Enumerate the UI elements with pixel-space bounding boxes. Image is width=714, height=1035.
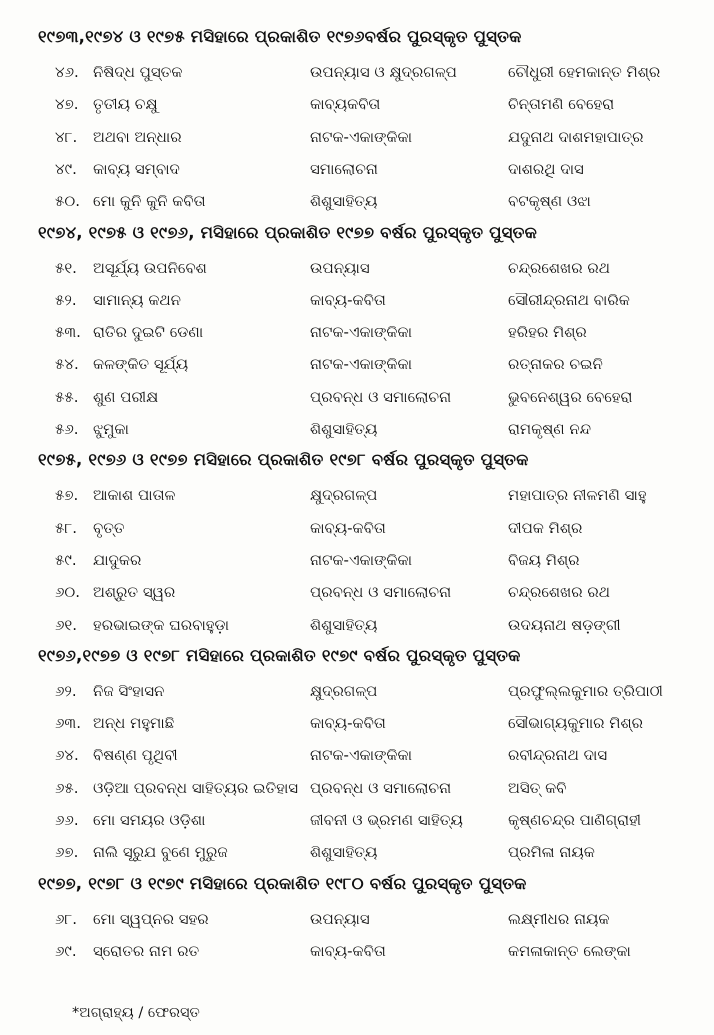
entry-row [0,836,714,868]
author-name: ବିଜୟ ମିଶ୍ର [508,550,580,569]
author-name: ରତ୍ନାକର ଚଇନି [508,355,603,374]
entry-number: ୬୬. [55,811,79,829]
entry-number: ୫୦. [55,192,80,211]
entry-row [0,609,714,641]
entry-number: ୫୮. [55,518,77,537]
section-heading: ୧୯୭୭, ୧୯୭୮ ଓ ୧୯୭୯ ମସିହାରେ ପ୍ରକାଶିତ ୧୯୮୦ ବର୍ଷର ପୁରସ୍କୃତ ପୁସ୍ତକ [38,873,527,893]
entry-row [0,185,714,217]
entry-row [0,348,714,380]
section-heading: ୧୯୭୪, ୧୯୭୫ ଓ ୧୯୭୬, ମସିହାରେ ପ୍ରକାଶିତ ୧୯୭୭ ବର୍ଷର ପୁରସ୍କୃତ ପୁସ୍ତକ [38,222,537,242]
genre-label: ଜୀବନୀ ଓ ଭ୍ରମଣ ସାହିତ୍ୟ [310,811,463,829]
author-name: ଦାଶରଥି ଦାସ [508,159,584,178]
entry-row [0,935,714,967]
section-heading: ୧୯୭୬,୧୯୭୭ ଓ ୧୯୭୮ ମସିହାରେ ପ୍ରକାଶିତ ୧୯୭୯ ବର୍ଷର ପୁରସ୍କୃତ ପୁସ୍ତକ [38,645,521,665]
author-name: ପ୍ରମିଳା ନାୟକ [508,843,595,862]
genre-label: ଉପନ୍ୟାସ ଓ କ୍ଷୁଦ୍ରଗଳ୍ପ [310,63,457,81]
genre-label: ପ୍ରବନ୍ଧ ଓ ସମାଲୋଚନା [310,778,452,797]
author-name: ଅସିତ୍ କବି [508,778,567,797]
book-title: ନିଜ ସିଂହାସନ [93,681,165,700]
genre-label: ପ୍ରବନ୍ଧ ଓ ସମାଲୋଚନା [310,583,452,602]
author-name: ରବୀନ୍ଦ୍ରନାଥ ଦାସ [508,746,608,765]
author-name: ହରିହର ମିଶ୍ର [508,323,587,342]
entry-row [0,88,714,120]
genre-label: ଶିଶୁସାହିତ୍ୟ [310,420,378,438]
entry-row [0,121,714,153]
entry-number: ୬୨. [55,681,77,700]
book-title: କଳଙ୍କିତ ସୂର୍ଯ୍ୟ [93,355,189,374]
book-title: ବିଷଣ୍ଣ ପୃଥିବୀ [93,746,178,765]
book-title: ତୃତୀୟ ଚକ୍ଷୁ [93,95,158,114]
genre-label: ନାଟକ-ଏକାଙ୍କିକା [310,550,413,569]
book-title: ମୋ ସ୍ୱପ୍ନର ସହର [93,909,209,928]
entry-number: ୫୭. [55,486,79,505]
entry-row [0,804,714,836]
book-title: ମୋ ସମୟର ଓଡ଼ିଶା [93,811,206,829]
author-name: ରାମକୃଷ୍ଣ ନନ୍ଦ [508,420,592,438]
entry-number: ୫୩. [55,323,81,342]
book-title: ସାମାନ୍ୟ କଥନ [93,290,181,309]
entry-number: ୬୧. [55,615,78,634]
section-heading: ୧୯୭୫, ୧୯୭୬ ଓ ୧୯୭୭ ମସିହାରେ ପ୍ରକାଶିତ ୧୯୭୮ ବର୍ଷର ପୁରସ୍କୃତ ପୁସ୍ତକ [38,450,529,470]
entry-row [0,675,714,707]
author-name: ସୌରୀନ୍ଦ୍ରନାଥ ବାରିକ [508,290,630,309]
entry-number: ୬୦. [55,583,81,602]
entry-row [0,544,714,576]
genre-label: କାବ୍ୟକବିତା [310,95,381,114]
author-name: ବଟକୃଷ୍ଣ ଓଝା [508,192,591,211]
book-title: ଅଥବା ଅନ୍ଧାର [93,127,182,146]
entry-row [0,252,714,284]
author-name: କୃଷ୍ଣଚନ୍ଦ୍ର ପାଣିଗ୍ରାହୀ [508,811,642,829]
footnote: *ଅଗ୍ରାହ୍ୟ / ଫେରସ୍ତ [72,1005,200,1021]
book-title: କାବ୍ୟ ସମ୍ବାଦ [93,159,180,178]
entry-number: ୪୮. [55,127,78,146]
book-title: ରାତିର ଦୁଇଟି ଡେଣା [93,323,204,342]
genre-label: ନାଟକ-ଏକାଙ୍କିକା [310,746,413,765]
genre-label: କାବ୍ୟ-କବିତା [310,941,386,960]
entry-number: ୬୩. [55,714,81,733]
entry-row [0,512,714,544]
genre-label: ଶିଶୁସାହିତ୍ୟ [310,192,378,211]
entry-row [0,284,714,316]
entry-number: ୬୭. [55,843,79,862]
entry-row [0,772,714,804]
genre-label: ନାଟକ-ଏକାଙ୍କିକା [310,127,413,146]
book-title: ହରଭାଇଙ୍କ ଘରବାହୁଡ଼ା [93,615,230,634]
entry-number: ୬୯. [55,941,77,960]
entry-row [0,576,714,608]
book-title: ନିଷିଦ୍ଧ ପୁସ୍ତକ [93,63,183,81]
book-title: ନାଲି ସୂରୁଯ ବୁଣେ ମୁରୁଜ [93,843,228,862]
book-title: ଅଶ୍ରୁତ ସ୍ୱର [93,583,176,602]
entry-number: ୫୬. [55,420,79,438]
entry-number: ୫୫. [55,387,79,406]
author-name: ଉଦୟନାଥ ଷଡ଼ଙ୍ଗୀ [508,615,621,634]
book-title: ଯାଦୁକର [93,550,142,569]
entry-number: ୪୭. [55,95,79,114]
book-title: ସ୍ରୋତର ନାମ ରତ [93,941,200,960]
genre-label: ନାଟକ-ଏକାଙ୍କିକା [310,355,413,374]
genre-label: ଉପନ୍ୟାସ [310,909,370,928]
author-name: ଚିନ୍ତାମଣି ବେହେରା [508,95,615,114]
entry-row [0,479,714,511]
entry-number: ୫୧. [55,258,77,277]
genre-label: କାବ୍ୟ-କବିତା [310,518,386,537]
section-heading: ୧୯୭୩,୧୯୭୪ ଓ ୧୯୭୫ ମସିହାରେ ପ୍ରକାଶିତ ୧୯୭୬ବର୍ଷର ପୁରସ୍କୃତ ପୁସ୍ତକ [38,27,522,46]
author-name: ମହାପାତ୍ର ନୀଳମଣି ସାହୁ [508,486,647,505]
entry-number: ୬୫. [55,778,79,797]
entry-row [0,56,714,88]
entry-number: ୫୪. [55,355,79,374]
genre-label: ନାଟକ-ଏକାଙ୍କିକା [310,323,413,342]
entry-row [0,413,714,445]
book-title: ଆକାଶ ପାତାଳ [93,486,176,505]
entry-number: ୪୬. [55,63,79,81]
entry-row [0,316,714,348]
author-name: ଚନ୍ଦ୍ରଶେଖର ରଥ [508,258,610,277]
genre-label: କାବ୍ୟ-କବିତା [310,714,386,733]
genre-label: ଶିଶୁସାହିତ୍ୟ [310,843,378,862]
genre-label: କ୍ଷୁଦ୍ରଗଳ୍ପ [310,681,378,700]
book-title: ମୋ କୁନି କୁନି କବିତା [93,192,206,211]
genre-label: ଶିଶୁସାହିତ୍ୟ [310,615,378,634]
author-name: ଦୀପକ ମିଶ୍ର [508,518,583,537]
author-name: ଭୁବନେଶ୍ୱର ବେହେରା [508,387,633,406]
book-title: ଓଡ଼ିଆ ପ୍ରବନ୍ଧ ସାହିତ୍ୟର ଇତିହାସ [93,778,298,797]
genre-label: ସମାଲୋଚନା [310,159,378,178]
genre-label: କ୍ଷୁଦ୍ରଗଳ୍ପ [310,486,378,505]
entry-row [0,903,714,935]
author-name: ଚୌଧୁରୀ ହେମକାନ୍ତ ମିଶ୍ର [508,63,661,81]
author-name: କମଳାକାନ୍ତ ଲେଙ୍କା [508,941,631,960]
entry-row [0,381,714,413]
author-name: ଲକ୍ଷ୍ମୀଧର ନାୟକ [508,909,610,928]
genre-label: କାବ୍ୟ-କବିତା [310,290,386,309]
entry-number: ୫୨. [55,290,77,309]
author-name: ପ୍ରଫୁଲ୍ଲକୁମାର ତ୍ରିପାଠୀ [508,681,663,700]
entry-row [0,739,714,771]
genre-label: ଉପନ୍ୟାସ [310,258,370,277]
book-title: ବୃତ୍ତ [93,518,125,537]
book-title: ଶୁଣ ପରୀକ୍ଷ [93,387,159,406]
author-name: ସୌଭାଗ୍ୟକୁମାର ମିଶ୍ର [508,714,644,733]
entry-number: ୬୪. [55,746,79,765]
entry-number: ୬୮. [55,909,78,928]
entry-number: ୫୯. [55,550,77,569]
book-title: ଅନ୍ଧ ମହୁମାଛି [93,714,175,733]
entry-row [0,153,714,185]
book-title: ଝୁମୁକା [93,420,129,438]
genre-label: ପ୍ରବନ୍ଧ ଓ ସମାଲୋଚନା [310,387,452,406]
entry-number: ୪୯. [55,159,77,178]
author-name: ଚନ୍ଦ୍ରଶେଖର ରଥ [508,583,610,602]
entry-row [0,707,714,739]
author-name: ଯଦୁନାଥ ଦାଶମହାପାତ୍ର [508,127,644,146]
book-title: ଅସୂର୍ଯ୍ୟ ଉପନିବେଶ [93,258,207,277]
